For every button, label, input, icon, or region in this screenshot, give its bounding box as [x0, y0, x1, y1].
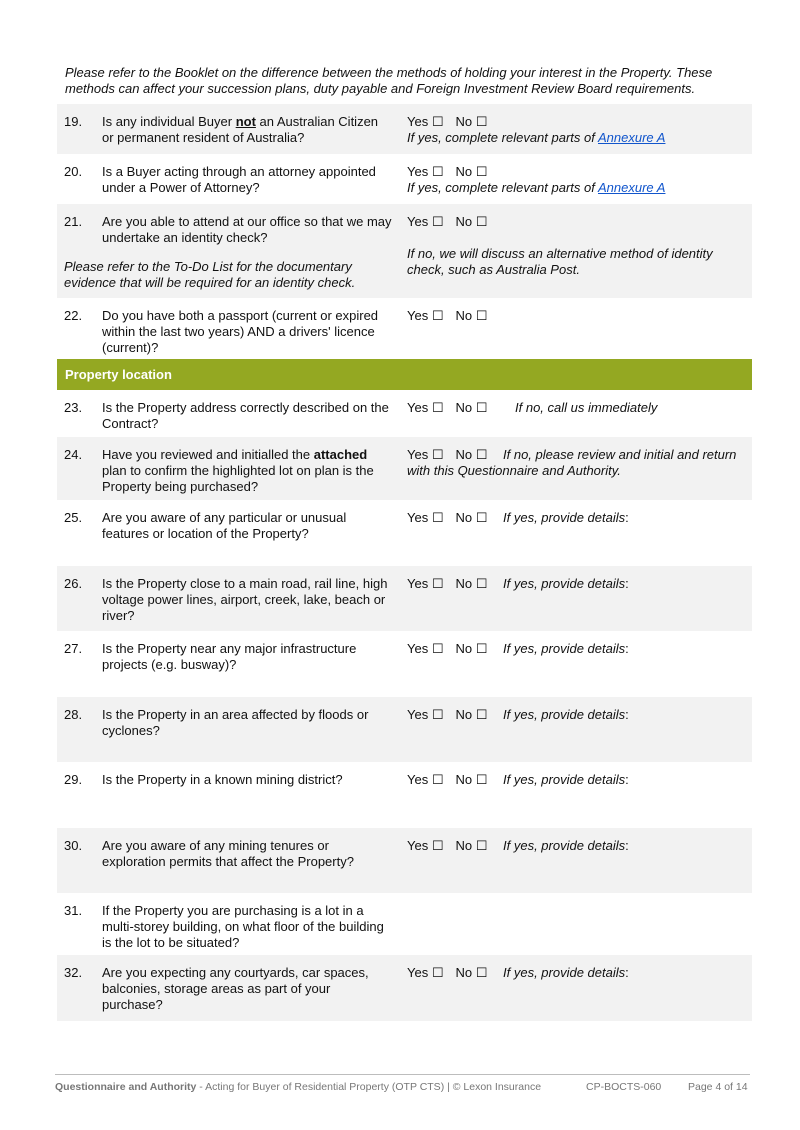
details-colon: :	[625, 838, 629, 853]
details-colon: :	[625, 510, 629, 525]
question-row-28	[57, 697, 752, 762]
question-row-26	[57, 566, 752, 631]
question-row-27	[57, 631, 752, 696]
details-note: If yes, provide details	[503, 965, 626, 980]
question-number: 22.	[64, 308, 83, 323]
conditional-note: If yes, complete relevant parts of	[407, 180, 598, 195]
question-number: 19.	[64, 114, 83, 129]
footer-title: Questionnaire and Authority - Acting for Buyer of Residential Property (OTP CTS) | © Lexon Insurance	[55, 1081, 542, 1093]
details-colon: :	[625, 772, 629, 787]
question-row-23	[57, 390, 752, 435]
question-text: Are you aware of any particular or unusual features or location of the Property?	[102, 510, 347, 541]
footer-page-number: Page 4 of 14	[688, 1081, 748, 1093]
details-note: If yes, provide details	[503, 510, 626, 525]
question-row-19	[57, 104, 752, 154]
answer-cell	[407, 400, 747, 416]
question-text: Do you have both a passport (current or expired within the last two years) AND a drivers' licence (current)?	[102, 308, 379, 355]
question-number: 27.	[64, 641, 83, 656]
yes-checkbox[interactable]: Yes ☐	[407, 772, 444, 787]
question-number: 21.	[64, 214, 83, 229]
details-note: If yes, provide details	[503, 838, 626, 853]
yes-checkbox[interactable]: Yes ☐	[407, 641, 444, 656]
yes-checkbox[interactable]: Yes ☐	[407, 308, 444, 323]
conditional-note: If no, call us immediately	[515, 400, 658, 415]
no-checkbox[interactable]: No ☐	[455, 214, 488, 229]
answer-cell	[407, 965, 747, 981]
yes-checkbox[interactable]: Yes ☐	[407, 400, 444, 415]
question-row-21	[57, 204, 752, 298]
no-checkbox[interactable]: No ☐	[455, 308, 488, 323]
details-note: If yes, provide details	[503, 641, 626, 656]
conditional-note: If no, please review and initial and return with this Questionnaire and Authority.	[407, 447, 737, 478]
no-checkbox[interactable]: No ☐	[455, 707, 488, 722]
question-number: 23.	[64, 400, 83, 415]
question-row-20	[57, 154, 752, 204]
annexure-a-link[interactable]: Annexure A	[598, 130, 666, 145]
answer-cell	[407, 308, 747, 324]
no-checkbox[interactable]: No ☐	[455, 965, 488, 980]
question-text: Is the Property in a known mining district?	[102, 772, 343, 787]
question-text: Is a Buyer acting through an attorney appointed under a Power of Attorney?	[102, 164, 376, 195]
no-checkbox[interactable]: No ☐	[455, 510, 488, 525]
no-checkbox[interactable]: No ☐	[455, 772, 488, 787]
no-checkbox[interactable]: No ☐	[455, 114, 488, 129]
question-text: Are you expecting any courtyards, car spaces, balconies, storage areas as part of your purchase?	[102, 965, 369, 1012]
question-row-24	[57, 437, 752, 500]
no-checkbox[interactable]: No ☐	[455, 164, 488, 179]
question-number: 26.	[64, 576, 83, 591]
question-text: Is the Property address correctly described on the Contract?	[102, 400, 389, 431]
question-number: 20.	[64, 164, 83, 179]
answer-cell	[407, 164, 747, 196]
no-checkbox[interactable]: No ☐	[455, 838, 488, 853]
no-checkbox[interactable]: No ☐	[455, 400, 488, 415]
details-colon: :	[625, 965, 629, 980]
question-number: 32.	[64, 965, 83, 980]
no-checkbox[interactable]: No ☐	[455, 576, 488, 591]
question-row-22	[57, 298, 752, 358]
details-note: If yes, provide details	[503, 576, 626, 591]
question-text: Is the Property in an area affected by floods or cyclones?	[102, 707, 369, 738]
answer-cell	[407, 576, 747, 592]
yes-checkbox[interactable]: Yes ☐	[407, 576, 444, 591]
conditional-note: If no, we will discuss an alternative method of identity check, such as Australia Post.	[407, 246, 713, 277]
question-number: 30.	[64, 838, 83, 853]
yes-checkbox[interactable]: Yes ☐	[407, 164, 444, 179]
question-row-30	[57, 828, 752, 893]
question-row-32	[57, 955, 752, 1021]
answer-cell	[407, 510, 747, 526]
question-text: Is the Property close to a main road, rail line, high voltage power lines, airport, creek, lake, beach or river?	[102, 576, 388, 623]
question-text: Have you reviewed and initialled the attached plan to confirm the highlighted lot on plan is the Property being purchased?	[102, 447, 374, 494]
section-header-property-location	[57, 359, 752, 390]
answer-cell	[407, 214, 747, 278]
annexure-a-link[interactable]: Annexure A	[598, 180, 666, 195]
footer-document-code: CP-BOCTS-060	[586, 1081, 662, 1093]
details-colon: :	[625, 641, 629, 656]
no-checkbox[interactable]: No ☐	[455, 447, 488, 462]
footer-divider	[55, 1074, 750, 1075]
section-title: Property location	[65, 367, 172, 382]
question-text: Is any individual Buyer not an Australian Citizen or permanent resident of Australia?	[102, 114, 379, 145]
details-note: If yes, provide details	[503, 707, 626, 722]
question-number: 25.	[64, 510, 83, 525]
answer-cell	[407, 838, 747, 854]
details-colon: :	[625, 707, 629, 722]
question-number: 29.	[64, 772, 83, 787]
question-text: Are you aware of any mining tenures or exploration permits that affect the Property?	[102, 838, 354, 869]
yes-checkbox[interactable]: Yes ☐	[407, 214, 444, 229]
details-colon: :	[625, 576, 629, 591]
answer-cell	[407, 447, 747, 479]
question-row-25	[57, 500, 752, 565]
answer-cell	[407, 641, 747, 657]
question-number: 24.	[64, 447, 83, 462]
yes-checkbox[interactable]: Yes ☐	[407, 965, 444, 980]
intro-note: Please refer to the Booklet on the difference between the methods of holding your interest in the Property. These methods can affect your succession plans, duty payable and Foreign Investment Review Board requirements.	[65, 65, 713, 96]
question-text: Is the Property near any major infrastructure projects (e.g. busway)?	[102, 641, 357, 672]
question-number: 28.	[64, 707, 83, 722]
question-guidance: Please refer to the To-Do List for the documentary evidence that will be required for an identity check.	[64, 259, 356, 290]
question-row-31	[57, 893, 752, 955]
yes-checkbox[interactable]: Yes ☐	[407, 447, 444, 462]
yes-checkbox[interactable]: Yes ☐	[407, 114, 444, 129]
yes-checkbox[interactable]: Yes ☐	[407, 510, 444, 525]
answer-cell	[407, 114, 747, 146]
answer-cell	[407, 772, 747, 788]
question-row-29	[57, 762, 752, 827]
answer-cell	[407, 707, 747, 723]
yes-checkbox[interactable]: Yes ☐	[407, 838, 444, 853]
question-text: Are you able to attend at our office so that we may undertake an identity check?	[102, 214, 392, 245]
question-text: If the Property you are purchasing is a lot in a multi-storey building, on what floor of the building is the lot to be situated?	[102, 903, 384, 950]
no-checkbox[interactable]: No ☐	[455, 641, 488, 656]
question-number: 31.	[64, 903, 83, 918]
details-note: If yes, provide details	[503, 772, 626, 787]
yes-checkbox[interactable]: Yes ☐	[407, 707, 444, 722]
conditional-note: If yes, complete relevant parts of	[407, 130, 598, 145]
